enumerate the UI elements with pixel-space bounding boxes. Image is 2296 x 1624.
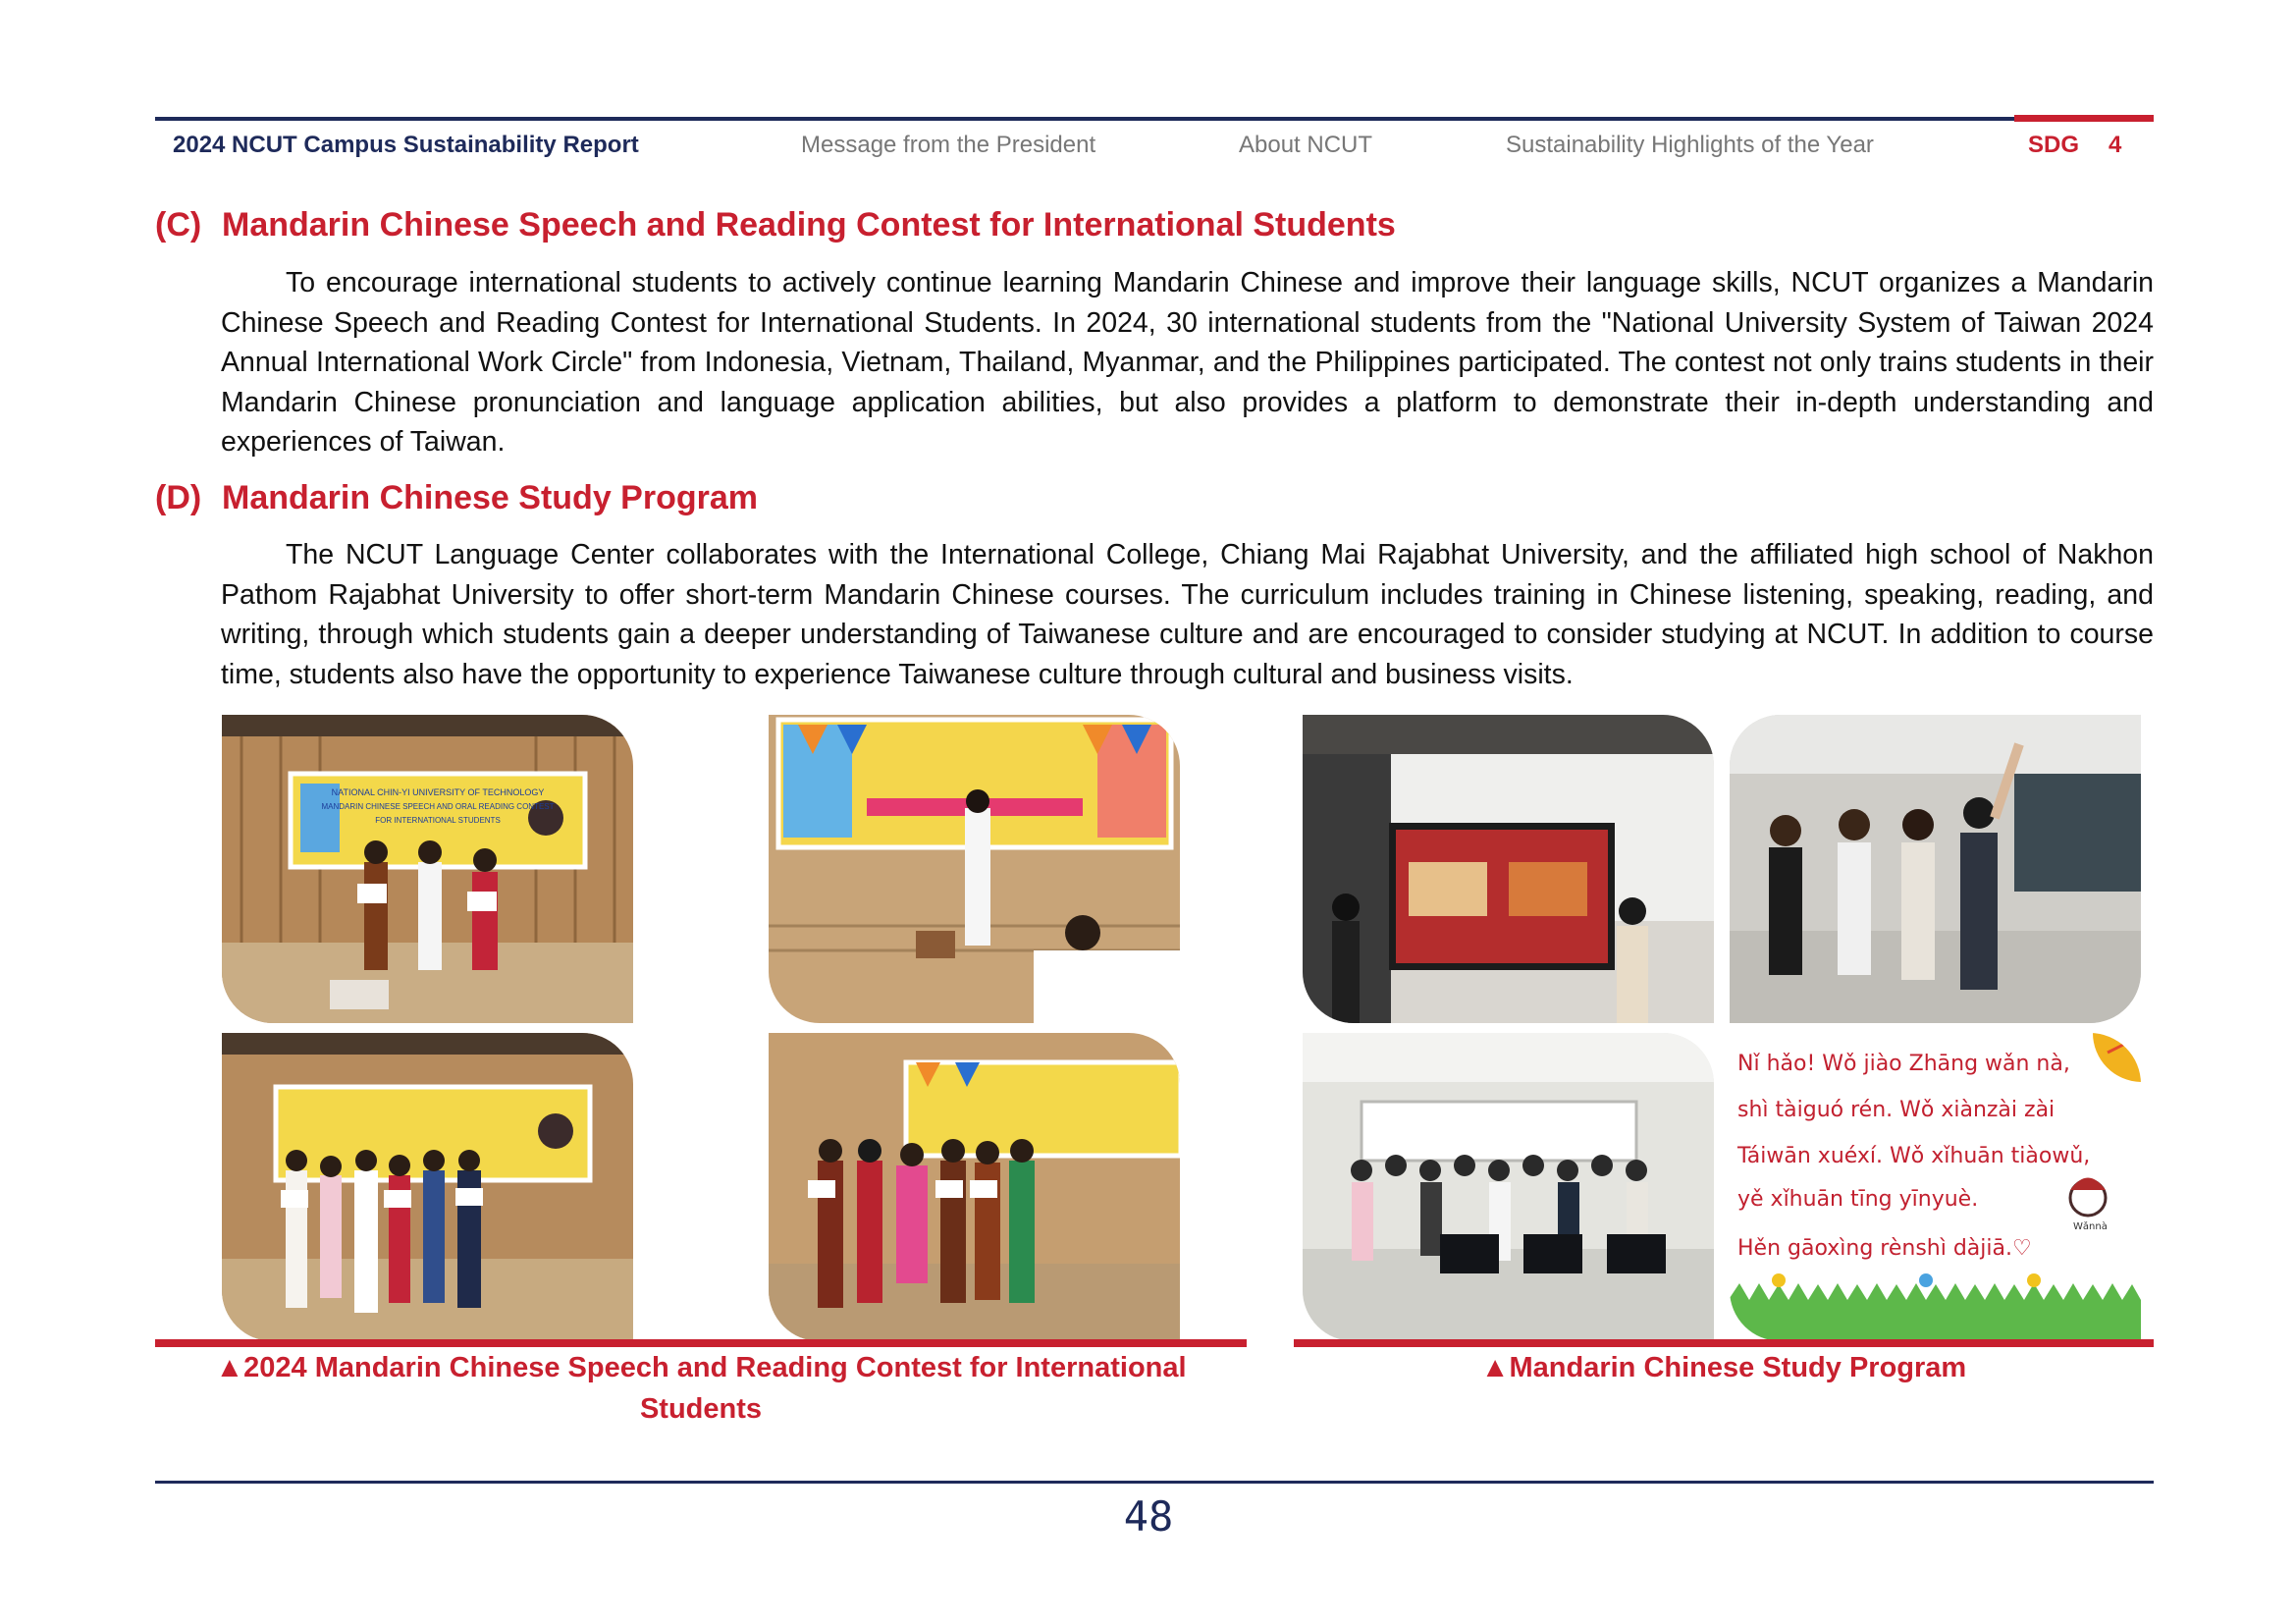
nav-sustainability-highlights[interactable]: Sustainability Highlights of the Year xyxy=(1506,132,1874,158)
section-d-paragraph xyxy=(221,535,2154,694)
whiteboard-line-1: Nǐ hǎo! Wǒ jiào Zhāng wǎn nà, xyxy=(1737,1052,2070,1076)
section-d-text: The NCUT Language Center collaborates with the International College, Chiang Mai Rajabhat University, and the affiliated high school of Nakhon Pathom Rajabhat University to offer short-term Mandarin Chinese courses. The curriculum includes training in Chinese listening, speaking, reading, and writing, through which students gain a deeper understanding of Taiwanese culture and are encouraged to consider studying at NCUT. In addition to course time, students also have the opportunity to experience Taiwanese culture through cultural and business visits. xyxy=(221,539,2154,690)
whiteboard-line-3: Táiwān xuéxí. Wǒ xǐhuān tiàowǔ, xyxy=(1737,1144,2091,1168)
header-sdg-accent xyxy=(2014,115,2154,122)
photo-contest-winners xyxy=(222,715,633,1023)
header-rule xyxy=(155,117,2154,121)
section-c-title: Mandarin Chinese Speech and Reading Contest for International Students xyxy=(222,206,1396,244)
section-c-label: (C) xyxy=(155,206,202,244)
photo-study-students-posing xyxy=(1730,715,2141,1023)
photo-contest-traditional xyxy=(769,1033,1180,1341)
photo-study-whiteboard xyxy=(1730,1033,2141,1341)
photo-study-presentation xyxy=(1303,715,1714,1023)
section-d-heading xyxy=(155,479,758,517)
whiteboard-line-5: Hěn gāoxìng rènshì dàjiā.♡ xyxy=(1737,1236,2032,1261)
sdg-label[interactable]: SDG xyxy=(2028,132,2080,158)
photo-contest-speaker xyxy=(769,715,1180,1023)
section-d-label: (D) xyxy=(155,479,202,516)
caption-contest: ▲2024 Mandarin Chinese Speech and Reading Contest for International Students xyxy=(215,1352,1187,1425)
photo-study-classroom xyxy=(1303,1033,1714,1341)
whiteboard-line-2: shì tàiguó rén. Wǒ xiànzài zài xyxy=(1737,1098,2056,1122)
caption-left-rule xyxy=(155,1339,1247,1347)
banner-line3: FOR INTERNATIONAL STUDENTS xyxy=(375,816,501,825)
section-c-paragraph xyxy=(221,263,2154,462)
banner-line2: MANDARIN CHINESE SPEECH AND ORAL READING CONTEST xyxy=(321,802,555,811)
photo-contest-group xyxy=(222,1033,633,1341)
section-c-text: To encourage international students to actively continue learning Mandarin Chinese and improve their language skills, NCUT organizes a Mandarin Chinese Speech and Reading Contest for International Students. In 2024, 30 international students from the "National University System of Taiwan 2024 Annual International Work Circle" from Indonesia, Vietnam, Thailand, Myanmar, and the Philippines participated. The contest not only trains students in their Mandarin Chinese pronunciation and language application abilities, but also provides a platform to demonstrate their in-depth understanding and experiences of Taiwan. xyxy=(221,267,2154,459)
caption-study-program: ▲Mandarin Chinese Study Program xyxy=(1480,1352,1967,1383)
nav-message-from-president[interactable]: Message from the President xyxy=(801,132,1096,158)
whiteboard-line-4: yě xǐhuān tīng yīnyuè. xyxy=(1737,1187,1979,1212)
page-number: 48 xyxy=(1123,1492,1174,1541)
sdg-number[interactable]: 4 xyxy=(2109,132,2122,158)
whiteboard-note: Wǎnnà xyxy=(2073,1221,2108,1232)
section-c-heading xyxy=(155,206,1396,244)
caption-right-rule xyxy=(1294,1339,2154,1347)
section-d-title: Mandarin Chinese Study Program xyxy=(222,479,758,516)
report-title: 2024 NCUT Campus Sustainability Report xyxy=(173,132,639,158)
banner-line1: NATIONAL CHIN-YI UNIVERSITY OF TECHNOLOGY xyxy=(331,787,545,797)
nav-about-ncut[interactable]: About NCUT xyxy=(1239,132,1373,158)
footer-rule xyxy=(155,1481,2154,1484)
